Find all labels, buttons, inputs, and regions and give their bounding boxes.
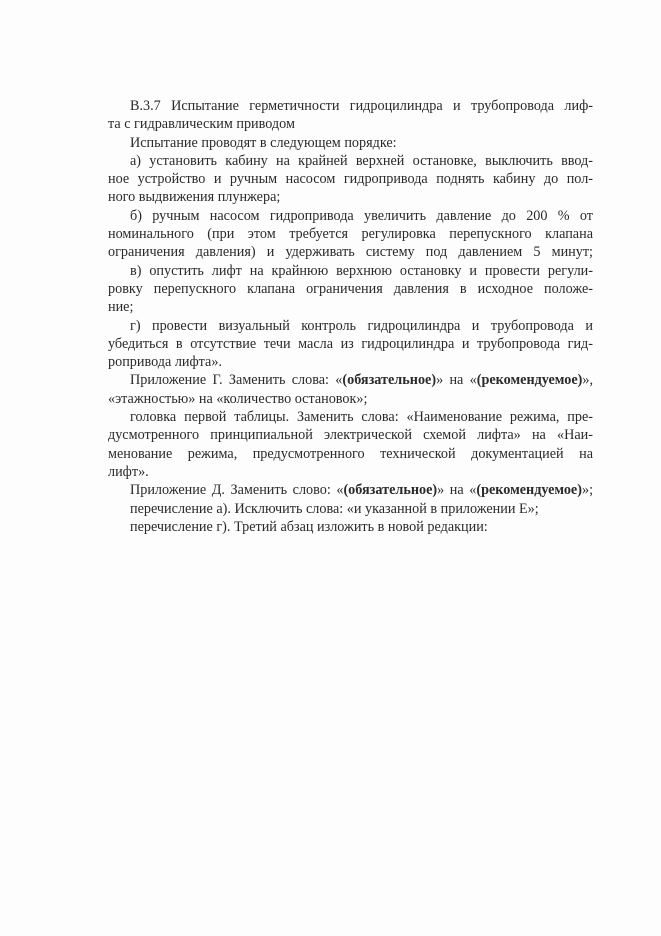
text-line: убедиться в отсутствие течи масла из гидроцилиндра и трубопровода гид- [108,335,593,352]
text-line: Приложение Г. Заменить слова: «(обязательное)» на «(рекомендуемое)», [130,372,593,389]
text-line: ного выдвижения плунжера; [108,189,281,206]
text-line: лифт». [108,463,149,480]
text-line: номинального (при этом требуется регулировка перепускного клапана [108,226,593,243]
text-line: в) опустить лифт на крайнюю верхнюю остановку и провести регули- [130,262,593,279]
text-line: г) провести визуальный контроль гидроцилиндра и трубопровода и [130,317,593,334]
document-body [108,97,593,536]
text-line: та с гидравлическим приводом [108,116,295,133]
text-line: а) установить кабину на крайней верхней остановке, выключить ввод- [130,152,593,169]
text-line: «этажностью» на «количество остановок»; [108,390,368,407]
text-line: В.3.7 Испытание герметичности гидроцилиндра и трубопровода лиф- [130,98,593,114]
text-line: ние; [108,299,134,316]
text-line: дусмотренного принципиальной электрической схемой лифта» на «Наи- [108,427,593,444]
text-line: головка первой таблицы. Заменить слова: «Наименование режима, пре- [130,409,593,426]
text-line: Испытание проводят в следующем порядке: [130,134,397,151]
text-line: ропривода лифта». [108,354,222,371]
text-line: ограничения давления) и удерживать систему под давлением 5 минут; [108,244,593,261]
text-line: ровку перепускного клапана ограничения давления в исходное положе- [108,280,593,297]
text-line: Приложение Д. Заменить слово: «(обязательное)» на «(рекомендуемое)»; [130,482,594,499]
text-line: менование режима, предусмотренного технической документацией на [108,445,593,462]
text-line: ное устройство и ручным насосом гидропривода поднять кабину до пол- [108,171,593,188]
text-line: перечисление г). Третий абзац изложить в новой редакции: [130,518,488,535]
text-line: б) ручным насосом гидропривода увеличить давление до 200 % от [130,207,593,224]
text-line: перечисление а). Исключить слова: «и указанной в приложении Е»; [130,500,539,517]
